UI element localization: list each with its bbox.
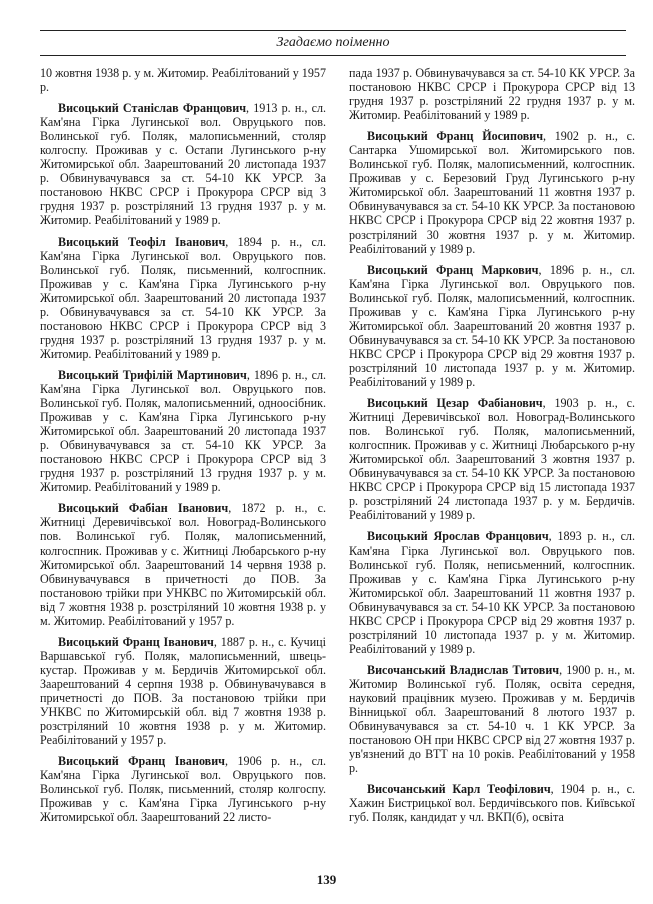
biography-entry — [349, 663, 635, 775]
biography-entry — [349, 529, 635, 655]
person-name: Висоцький Фабіан Іванович — [58, 501, 229, 516]
person-name: Висоцький Ярослав Францович — [367, 529, 549, 544]
entry-text: , 1902 р. н., с. Сантарка Ушомирської вол. Житомирського пов. Волинської губ. Поляк, малописьменний, колгоспник. Проживав у с. Березовий Груд Лугинського р-ну Житомирської обл. Заарештований 11 жовтня 1937 р. Обвинувачувався за ст. 54-10 КК УРСР. За постановою НКВС СРСР і Прокурора СРСР від 22 жовтня 1937 р. розстріляний 30 жовтня 1937 р. у м. Житомир. Реабілітований у 1989 р. — [349, 129, 635, 256]
person-name: Височанський Владислав Титович — [367, 662, 560, 677]
entry-text: , 1900 р. н., м. Житомир Волинської губ. Поляк, освіта середня, науковий працівник музею. Проживав у м. Бердичів Вінницької обл. Заарештований 8 лютого 1937 р. Обвинувачувався за ст. 54-10 ч. 1 КК УРСР. За постановою ОН при НКВС СРСР від 27 жовтня 1937 р. ув'язнений до ВТТ на 10 років. Реабілітований у 1958 р. — [349, 662, 636, 776]
person-name: Висоцький Станіслав Францович — [58, 101, 247, 116]
entry-text: , 1904 р. н., с. Хажин Бистрицької вол. Бердичівського пов. Київської губ. Поляк, кандидат у чл. ВКП(б), освіта — [349, 782, 635, 825]
biography-entry — [349, 782, 635, 824]
entry-text: , 1887 р. н., с. Кучиці Варшавської губ. Поляк, малописьменний, швець-кустар. Проживав у м. Бердичів Житомирської обл. Заарештований 4 серпня 1938 р. Обвинувачувався в причетності до ПОВ. За постановою трійки при УНКВС по Житомирській обл. від 7 жовтня 1938 р. розстріляний 10 жовтня 1938 р. у м. Житомир. Реабілітований у 1957 р. — [40, 634, 326, 748]
person-name: Висоцький Цезар Фабіанович — [367, 396, 543, 411]
running-header — [40, 30, 626, 56]
person-name: Висоцький Франц Маркович — [367, 262, 539, 277]
person-name: Висоцький Франц Йосипович — [367, 129, 544, 144]
entry-text: , 1893 р. н., сл. Кам'яна Гірка Лугинської вол. Овруцького пов. Волинської губ. Поляк, неписьменний, колгоспник. Проживав у с. Кам'яна Гірка Лугинського р-ну Житомирської обл. Заарештований 11 жовтня 1937 р. Обвинувачувався за ст. 54-10 КК УРСР. За постановою НКВС СРСР і Прокурора СРСР від 29 жовтня 1937 р. розстріляний 10 листопада 1937 р. у м. Житомир. Реабілітований у 1989 р. — [349, 529, 635, 656]
entry-text: , 1894 р. н., сл. Кам'яна Гірка Лугинської вол. Овруцького пов. Волинської губ. Поляк, письменний, колгоспник. Проживав у с. Кам'яна Гірка Лугинського р-ну Житомирської обл. Заарештований 20 листопада 1937 р. Обвинувачувався за ст. 54-10 КК УРСР. За постановою НКВС СРСР і Прокурора СРСР від 3 грудня 1937 р. розстріляний 13 грудня 1937 р. у м. Житомир. Реабілітований у 1989 р. — [40, 234, 326, 361]
biography-entry — [40, 635, 326, 747]
continuation-text: 10 жовтня 1938 р. у м. Житомир. Реабілітований у 1957 р. — [40, 66, 326, 95]
entry-text: , 1906 р. н., сл. Кам'яна Гірка Лугинської вол. Овруцького пов. Волинської губ. Поляк, письменний, столяр колгоспу. Проживав у с. Кам'яна Гірка Лугинського р-ну Житомирської обл. Заарештований 22 листо- — [40, 754, 326, 825]
header-title: Згадаємо поіменно — [276, 35, 390, 50]
biography-entry — [40, 754, 326, 824]
biography-entry — [40, 368, 326, 494]
entry-text: , 1896 р. н., сл. Кам'яна Гірка Лугинської вол. Овруцького пов. Волинської губ. Поляк, малописьменний, одноосібник. Проживав у с. Кам'яна Гірка Лугинського р-ну Житомирської обл. Заарештований 20 листопада 1937 р. Обвинувачувався за ст. 54-10 КК УРСР. За постановою НКВС СРСР і Прокурора СРСР від 3 грудня 1937 р. розстріляний 13 грудня 1937 р. у м. Житомир. Реабілітований у 1989 р. — [40, 367, 326, 495]
continuation-text: пада 1937 р. Обвинувачувався за ст. 54-10 КК УРСР. За постановою НКВС СРСР і Прокурора СРСР від 13 грудня 1937 р. розстріляний 22 грудня 1937 р. у м. Житомир. Реабілітований у 1989 р. — [349, 66, 635, 123]
person-name: Височанський Карл Теофілович — [367, 782, 551, 797]
person-name: Висоцький Франц Іванович — [58, 634, 214, 649]
biography-entry — [349, 396, 635, 522]
entry-text: , 1913 р. н., сл. Кам'яна Гірка Лугинської вол. Овруцького пов. Волинської губ. Поляк, малописьменний, столяр колгоспу. Проживав у с. Остапи Лугинського р-ну Житомирської обл. Заарештований 20 листопада 1937 р. Обвинувачувався за ст. 54-10 КК УРСР. За постановою НКВС СРСР і Прокурора СРСР від 3 грудня 1937 р. розстріляний 13 грудня 1937 р. у м. Житомир. Реабілітований у 1989 р. — [40, 101, 326, 228]
biography-entry — [349, 129, 635, 255]
entry-text: , 1896 р. н., сл. Кам'яна Гірка Лугинської вол. Овруцького пов. Волинської губ. Поляк, малописьменний, колгоспник. Проживав у с. Кам'яна Гірка Лугинського р-ну Житомирської обл. Заарештований 20 жовтня 1937 р. Обвинувачувався за ст. 54-10 КК УРСР. За постановою НКВС СРСР і Прокурора СРСР від 29 жовтня 1937 р. розстріляний 10 листопада 1937 р. у м. Житомир. Реабілітований у 1989 р. — [349, 262, 636, 389]
person-name: Висоцький Франц Іванович — [58, 754, 226, 769]
biography-entry — [40, 235, 326, 361]
biography-entry — [40, 501, 326, 627]
right-column — [349, 66, 635, 831]
entry-text: , 1903 р. н., с. Житниці Деревичівської вол. Новоград-Волинського пов. Волинської губ. Поляк, малописьменний, колгоспник. Проживав у с. Житниці Любарського р-ну Житомирської обл. Заарештований 3 жовтня 1937 р. Обвинувачувався за ст. 54-10 КК УРСР. За постановою НКВС СРСР і Прокурора СРСР від 15 листопада 1937 р. розстріляний 24 листопада 1937 р. у м. Бердичів. Реабілітований у 1989 р. — [349, 396, 635, 523]
entry-text: , 1872 р. н., с. Житниці Деревичівської вол. Новоград-Волинського пов. Волинської губ. Поляк, малописьменний, колгоспник. Проживав у с. Житниці Любарського р-ну Житомирської обл. Заарештований 14 червня 1938 р. Обвинувачувався в причетності до ПОВ. За постановою трійки при УНКВС по Житомирській обл. від 7 жовтня 1938 р. розстріляний 10 жовтня 1938 р. у м. Житомир. Реабілітований у 1957 р. — [40, 501, 326, 628]
biography-entry — [349, 263, 635, 389]
page-number: 139 — [316, 872, 337, 887]
left-column — [40, 66, 326, 831]
person-name: Висоцький Теофіл Іванович — [58, 234, 226, 249]
biography-entry — [40, 101, 326, 227]
person-name: Висоцький Трифілій Мартинович — [58, 367, 247, 382]
